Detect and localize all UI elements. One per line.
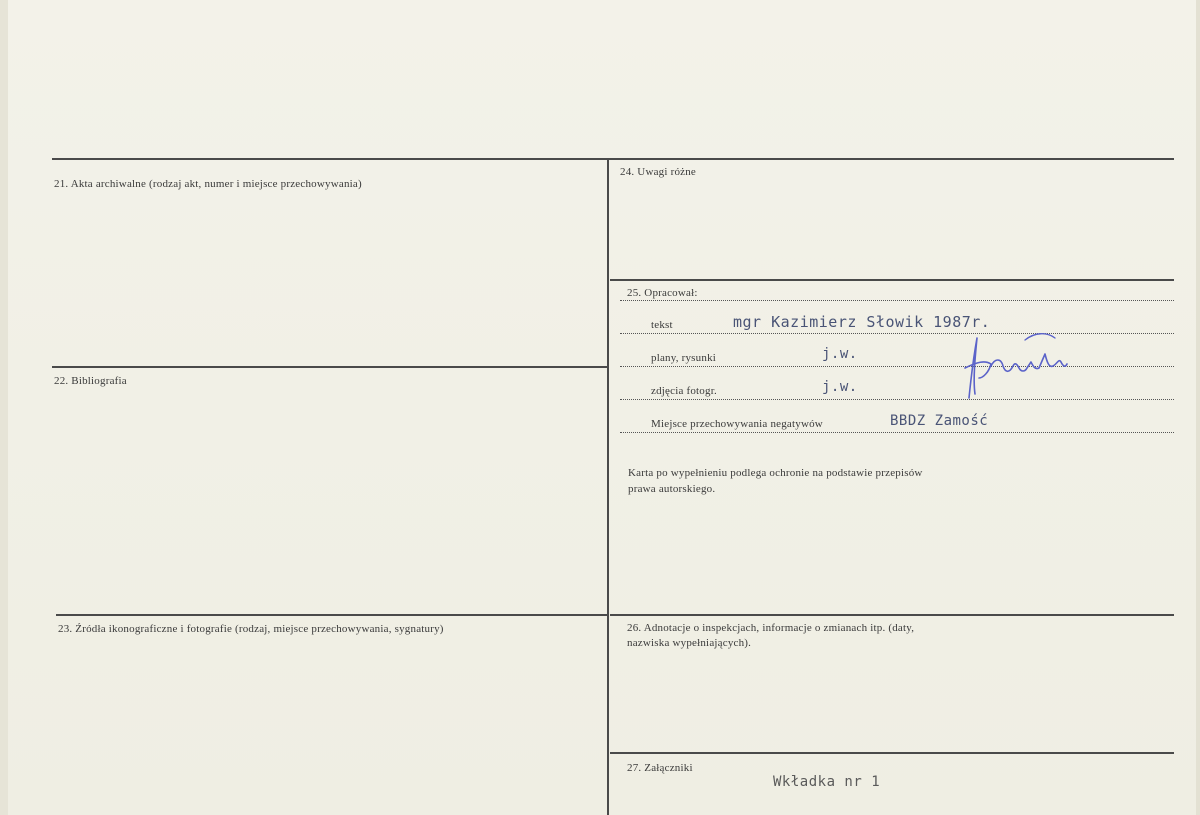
- row-tekst-label: tekst: [651, 319, 673, 331]
- section-26-label-line1: 26. Adnotacje o inspekcjach, informacje o zmianach itp. (daty,: [627, 622, 915, 634]
- dotted-rule-zdjecia: [620, 399, 1174, 400]
- rule-26-27: [610, 752, 1174, 754]
- handwritten-signature: [955, 328, 1075, 403]
- section-26-label-line2: nazwiska wypełniających).: [627, 637, 752, 649]
- paper-edge-left: [0, 0, 8, 815]
- top-rule: [52, 158, 1174, 160]
- rule-26-right: [610, 614, 1174, 616]
- section-22-label: 22. Bibliografia: [54, 375, 127, 387]
- section-24-label: 24. Uwagi różne: [620, 166, 697, 178]
- row-negatywy-label: Miejsce przechowywania negatywów: [651, 418, 823, 430]
- rule-23-left: [56, 614, 608, 616]
- row-zdjecia-label: zdjęcia fotogr.: [651, 385, 717, 397]
- row-plany-value: j.w.: [822, 346, 858, 362]
- row-zdjecia-value: j.w.: [822, 379, 858, 395]
- section-27-value: Wkładka nr 1: [773, 774, 881, 790]
- dotted-rule-negatywy: [620, 432, 1174, 433]
- rule-21-22: [52, 366, 608, 368]
- section-25-label: 25. Opracował:: [627, 287, 698, 299]
- section-27-label: 27. Załączniki: [627, 762, 693, 774]
- section-21-label: 21. Akta archiwalne (rodzaj akt, numer i miejsce przechowywania): [54, 178, 362, 190]
- center-divider: [607, 158, 609, 815]
- row-tekst-value: mgr Kazimierz Słowik 1987r.: [733, 313, 991, 331]
- section-23-label: 23. Źródła ikonograficzne i fotografie (rodzaj, miejsce przechowywania, sygnatury): [58, 623, 444, 635]
- paper-edge-right: [1196, 0, 1200, 815]
- dotted-rule-25-header: [620, 300, 1174, 301]
- rule-24-25: [610, 279, 1174, 281]
- dotted-rule-tekst: [620, 333, 1174, 334]
- copyright-note-line2: prawa autorskiego.: [628, 483, 716, 495]
- row-plany-label: plany, rysunki: [651, 352, 717, 364]
- row-negatywy-value: BBDZ Zamość: [890, 413, 989, 429]
- dotted-rule-plany: [620, 366, 1174, 367]
- copyright-note-line1: Karta po wypełnieniu podlega ochronie na podstawie przepisów: [628, 467, 923, 479]
